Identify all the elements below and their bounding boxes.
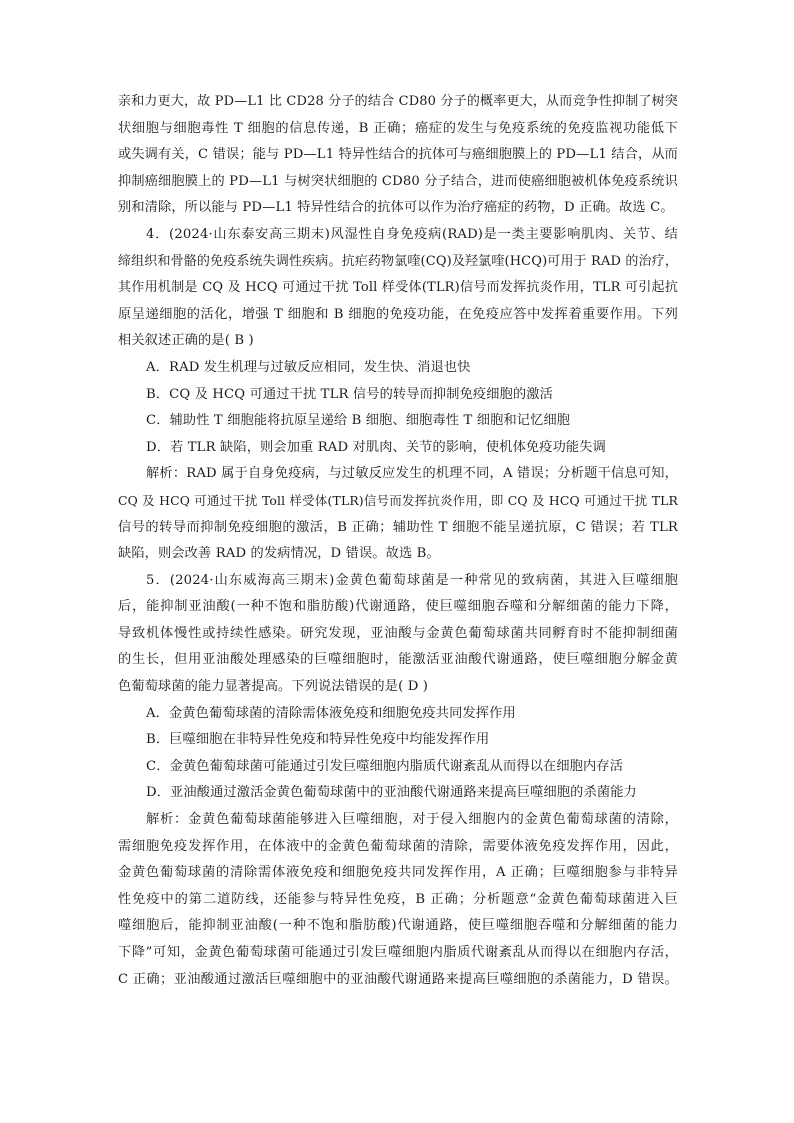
question-5-stem-line-4: 的生长，但用亚油酸处理感染的巨噬细胞时，能激活亚油酸代谢通路，使巨噬细胞分解金黄 <box>118 652 678 668</box>
question-4-analysis-line-4: 缺陷，则会改善 RAD 的发病情况，D 错误。故选 B。 <box>118 546 440 562</box>
question-5-analysis-line-7: C 正确；亚油酸通过激活巨噬细胞中的亚油酸代谢通路来提高巨噬细胞的杀菌能力，D 错误。 <box>118 971 678 987</box>
question-5-option-a: A．金黄色葡萄球菌的清除需体液免疫和细胞免疫共同发挥作用 <box>146 705 516 721</box>
question-4-stem-line-1: 4．(2024·山东泰安高三期末)风湿性自身免疫病(RAD)是一类主要影响肌肉、关节、结 <box>146 226 678 242</box>
question-5-analysis-line-4: 性免疫中的第二道防线，还能参与特异性免疫，B 正确；分析题意“金黄色葡萄球菌进入巨 <box>118 891 678 907</box>
question-5-stem-line-2: 后，能抑制亚油酸(一种不饱和脂肪酸)代谢通路，使巨噬细胞吞噬和分解细菌的能力下降， <box>118 599 678 615</box>
question-4-option-a: A．RAD 发生机理与过敏反应相同，发生快、消退也快 <box>146 359 471 375</box>
question-5-analysis-line-1: 解析：金黄色葡萄球菌能够进入巨噬细胞，对于侵入细胞内的金黄色葡萄球菌的清除， <box>146 812 678 828</box>
question-4-analysis-line-2: CQ 及 HCQ 可通过干扰 Toll 样受体(TLR)信号而发挥抗炎作用，即 CQ 及 HCQ 可通过干扰 TLR <box>118 492 678 508</box>
explanation-line-5: 别和清除，所以能与 PD—L1 特异性结合的抗体可以作为治疗癌症的药物，D 正确。故选 C。 <box>118 200 674 216</box>
question-5-analysis-line-5: 噬细胞后，能抑制亚油酸(一种不饱和脂肪酸)代谢通路，使巨噬细胞吞噬和分解细菌的能力 <box>118 918 678 934</box>
question-5-option-b: B．巨噬细胞在非特异性免疫和特异性免疫中均能发挥作用 <box>146 732 490 748</box>
question-4-option-c: C．辅助性 T 细胞能将抗原呈递给 B 细胞、细胞毒性 T 细胞和记忆细胞 <box>146 413 571 429</box>
question-5-analysis-line-2: 需细胞免疫发挥作用，在体液中的金黄色葡萄球菌的清除，需要体液免疫发挥作用，因此， <box>118 838 678 854</box>
question-5-stem-line-3: 导致机体慢性或持续性感染。研究发现，亚油酸与金黄色葡萄球菌共同孵育时不能抑制细菌 <box>118 625 678 641</box>
question-4-analysis-line-1: 解析：RAD 属于自身免疫病，与过敏反应发生的机理不同，A 错误；分析题干信息可知， <box>146 466 678 482</box>
question-4-option-b: B．CQ 及 HCQ 可通过干扰 TLR 信号的转导而抑制免疫细胞的激活 <box>146 386 553 402</box>
explanation-line-3: 或失调有关，C 错误；能与 PD—L1 特异性结合的抗体可与癌细胞膜上的 PD—L1 结合，从而 <box>118 147 678 163</box>
question-4-stem-line-3: 其作用机制是 CQ 及 HCQ 可通过干扰 Toll 样受体(TLR)信号而发挥抗炎作用，TLR 可引起抗 <box>118 280 678 296</box>
explanation-line-1: 亲和力更大，故 PD—L1 比 CD28 分子的结合 CD80 分子的概率更大，从而竞争性抑制了树突 <box>118 94 678 109</box>
question-4-stem-line-5: 相关叙述正确的是( B ) <box>118 333 254 349</box>
question-5-option-d: D．亚油酸通过激活金黄色葡萄球菌中的亚油酸代谢通路来提高巨噬细胞的杀菌能力 <box>146 785 637 801</box>
question-5-analysis-line-3: 金黄色葡萄球菌的清除需体液免疫和细胞免疫共同发挥作用，A 正确；巨噬细胞参与非特异 <box>118 865 678 881</box>
explanation-line-4: 抑制癌细胞膜上的 PD—L1 与树突状细胞的 CD80 分子结合，进而使癌细胞被机体免疫系统识 <box>118 173 678 189</box>
question-5-stem-line-5: 色葡萄球菌的能力显著提高。下列说法错误的是( D ) <box>118 679 429 695</box>
question-5-option-c: C．金黄色葡萄球菌可能通过引发巨噬细胞内脂质代谢紊乱从而得以在细胞内存活 <box>146 758 624 774</box>
question-4-analysis-line-3: 信号的转导而抑制免疫细胞的激活，B 正确；辅助性 T 细胞不能呈递抗原，C 错误；若 TLR <box>118 519 678 535</box>
question-4-stem-line-2: 缔组织和骨骼的免疫系统失调性疾病。抗疟药物氯喹(CQ)及羟氯喹(HCQ)可用于 RAD 的治疗， <box>118 253 678 269</box>
question-4-stem-line-4: 原呈递细胞的活化，增强 T 细胞和 B 细胞的免疫功能，在免疫应答中发挥着重要作用。下列 <box>118 306 678 322</box>
question-5-analysis-line-6: 下降”可知，金黄色葡萄球菌可能通过引发巨噬细胞内脂质代谢紊乱从而得以在细胞内存活， <box>118 945 678 960</box>
document-page <box>118 89 678 993</box>
question-4-option-d: D．若 TLR 缺陷，则会加重 RAD 对肌肉、关节的影响，使机体免疫功能失调 <box>146 439 606 455</box>
explanation-line-2: 状细胞与细胞毒性 T 细胞的信息传递，B 正确；癌症的发生与免疫系统的免疫监视功能低下 <box>118 120 678 136</box>
question-5-stem-line-1: 5．(2024·山东威海高三期末)金黄色葡萄球菌是一种常见的致病菌，其进入巨噬细胞 <box>146 572 678 588</box>
